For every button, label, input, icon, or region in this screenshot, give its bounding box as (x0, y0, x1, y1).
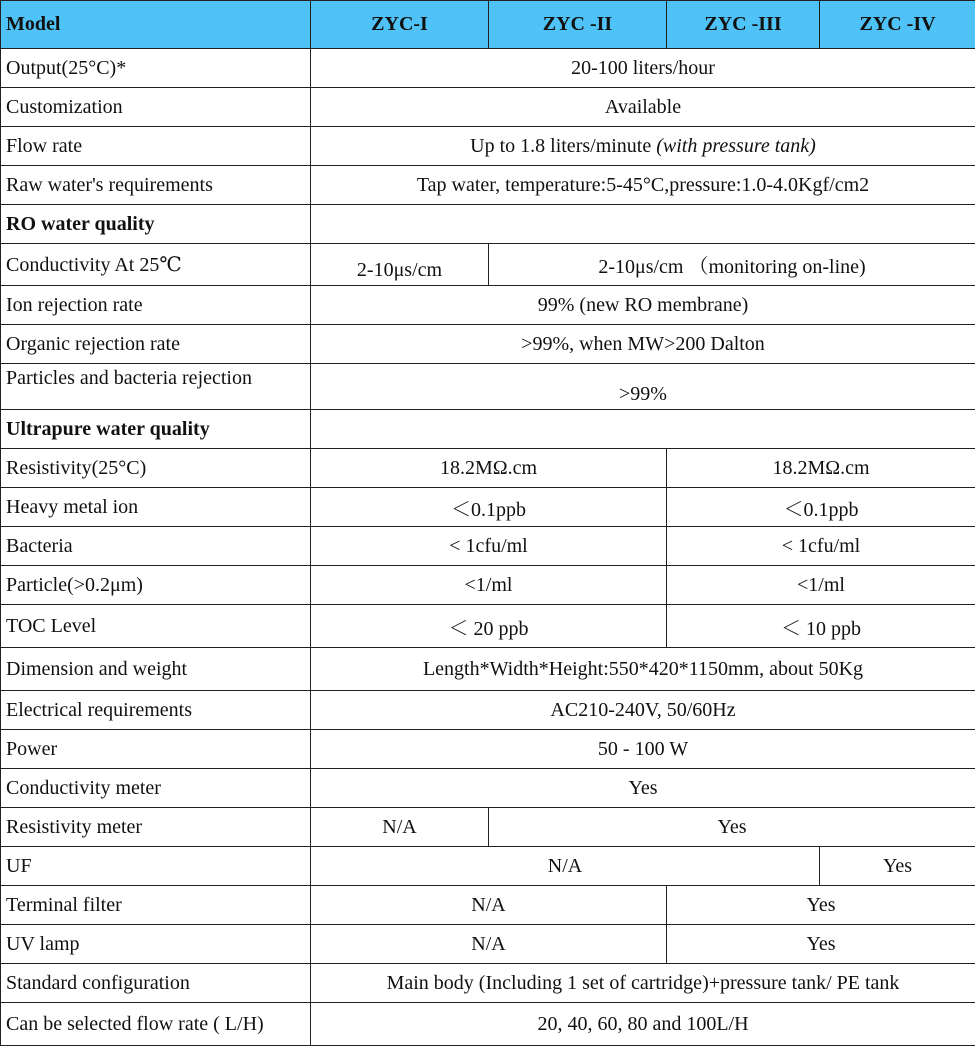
row-label: Flow rate (1, 127, 311, 166)
table-row (1, 527, 975, 566)
row-value: ＜ 10 ppb (667, 605, 975, 648)
header-row (1, 1, 975, 49)
table-row (1, 691, 975, 730)
table-row (1, 127, 975, 166)
row-label: Conductivity At 25℃ (1, 244, 311, 286)
table-row (1, 488, 975, 527)
table-row (1, 49, 975, 88)
row-value: Yes (820, 847, 975, 886)
row-label: Conductivity meter (1, 769, 311, 808)
flow-rate-value: Up to 1.8 liters/minute (470, 134, 652, 157)
row-value: N/A (311, 925, 667, 964)
row-label: Resistivity(25°C) (1, 449, 311, 488)
row-value: ＜ 20 ppb (311, 605, 667, 648)
row-label: Can be selected flow rate ( L/H) (1, 1003, 311, 1046)
row-value: Tap water, temperature:5-45°C,pressure:1.0-4.0Kgf/cm2 (311, 166, 975, 205)
row-label: Organic rejection rate (1, 325, 311, 364)
row-value: 50 - 100 W (311, 730, 975, 769)
section-heading: Ultrapure water quality (1, 410, 311, 449)
table-row (1, 286, 975, 325)
model-zyc-1: ZYC-I (311, 1, 489, 49)
row-value: <1/ml (311, 566, 667, 605)
row-value: Available (311, 88, 975, 127)
row-value: Length*Width*Height:550*420*1150mm, about 50Kg (311, 648, 975, 691)
row-label: Output(25°C)* (1, 49, 311, 88)
row-value: <1/ml (667, 566, 975, 605)
model-zyc-4: ZYC -IV (820, 1, 975, 49)
table-row (1, 925, 975, 964)
row-value: Yes (667, 925, 975, 964)
row-label: Resistivity meter (1, 808, 311, 847)
row-label: TOC Level (1, 605, 311, 648)
row-value: Yes (489, 808, 975, 847)
table-row (1, 847, 975, 886)
row-value: 20, 40, 60, 80 and 100L/H (311, 1003, 975, 1046)
row-value: Main body (Including 1 set of cartridge)+pressure tank/ PE tank (311, 964, 975, 1003)
table-row (1, 769, 975, 808)
row-value: 99% (new RO membrane) (311, 286, 975, 325)
section-empty (311, 205, 975, 244)
model-zyc-3: ZYC -III (667, 1, 820, 49)
table-row (1, 648, 975, 691)
section-row (1, 410, 975, 449)
row-value (311, 127, 975, 166)
row-label: Power (1, 730, 311, 769)
row-value: >99%, when MW>200 Dalton (311, 325, 975, 364)
row-value: ＜0.1ppb (311, 488, 667, 527)
row-value: N/A (311, 808, 489, 847)
row-label: Customization (1, 88, 311, 127)
row-value: Yes (311, 769, 975, 808)
row-value: 2-10μs/cm (311, 244, 489, 286)
table-row (1, 886, 975, 925)
row-value: N/A (311, 847, 820, 886)
table-row (1, 449, 975, 488)
row-label: Terminal filter (1, 886, 311, 925)
row-value: >99% (311, 364, 975, 410)
model-zyc-2: ZYC -II (489, 1, 667, 49)
table-row (1, 364, 975, 410)
row-value: 2-10μs/cm （monitoring on-line) (489, 244, 975, 286)
row-label: Particle(>0.2μm) (1, 566, 311, 605)
row-value: 20-100 liters/hour (311, 49, 975, 88)
row-label: Particles and bacteria rejection (1, 364, 311, 410)
row-label: Raw water's requirements (1, 166, 311, 205)
row-value: < 1cfu/ml (667, 527, 975, 566)
table-row (1, 964, 975, 1003)
section-heading: RO water quality (1, 205, 311, 244)
section-empty (311, 410, 975, 449)
table-row (1, 166, 975, 205)
section-row (1, 205, 975, 244)
table-row (1, 605, 975, 648)
row-label: UV lamp (1, 925, 311, 964)
model-header: Model (1, 1, 311, 49)
row-value: AC210-240V, 50/60Hz (311, 691, 975, 730)
flow-rate-note: (with pressure tank) (656, 134, 816, 157)
table-row (1, 244, 975, 286)
table-row (1, 808, 975, 847)
table-row (1, 88, 975, 127)
row-value: 18.2MΩ.cm (667, 449, 975, 488)
table-row (1, 566, 975, 605)
row-value: 18.2MΩ.cm (311, 449, 667, 488)
table-row (1, 730, 975, 769)
row-value: Yes (667, 886, 975, 925)
row-label: UF (1, 847, 311, 886)
row-value: < 1cfu/ml (311, 527, 667, 566)
row-label: Bacteria (1, 527, 311, 566)
row-label: Standard configuration (1, 964, 311, 1003)
row-label: Electrical requirements (1, 691, 311, 730)
row-label: Dimension and weight (1, 648, 311, 691)
row-value: N/A (311, 886, 667, 925)
row-label: Ion rejection rate (1, 286, 311, 325)
row-label: Heavy metal ion (1, 488, 311, 527)
table-row (1, 1003, 975, 1046)
table-row (1, 325, 975, 364)
row-value: ＜0.1ppb (667, 488, 975, 527)
